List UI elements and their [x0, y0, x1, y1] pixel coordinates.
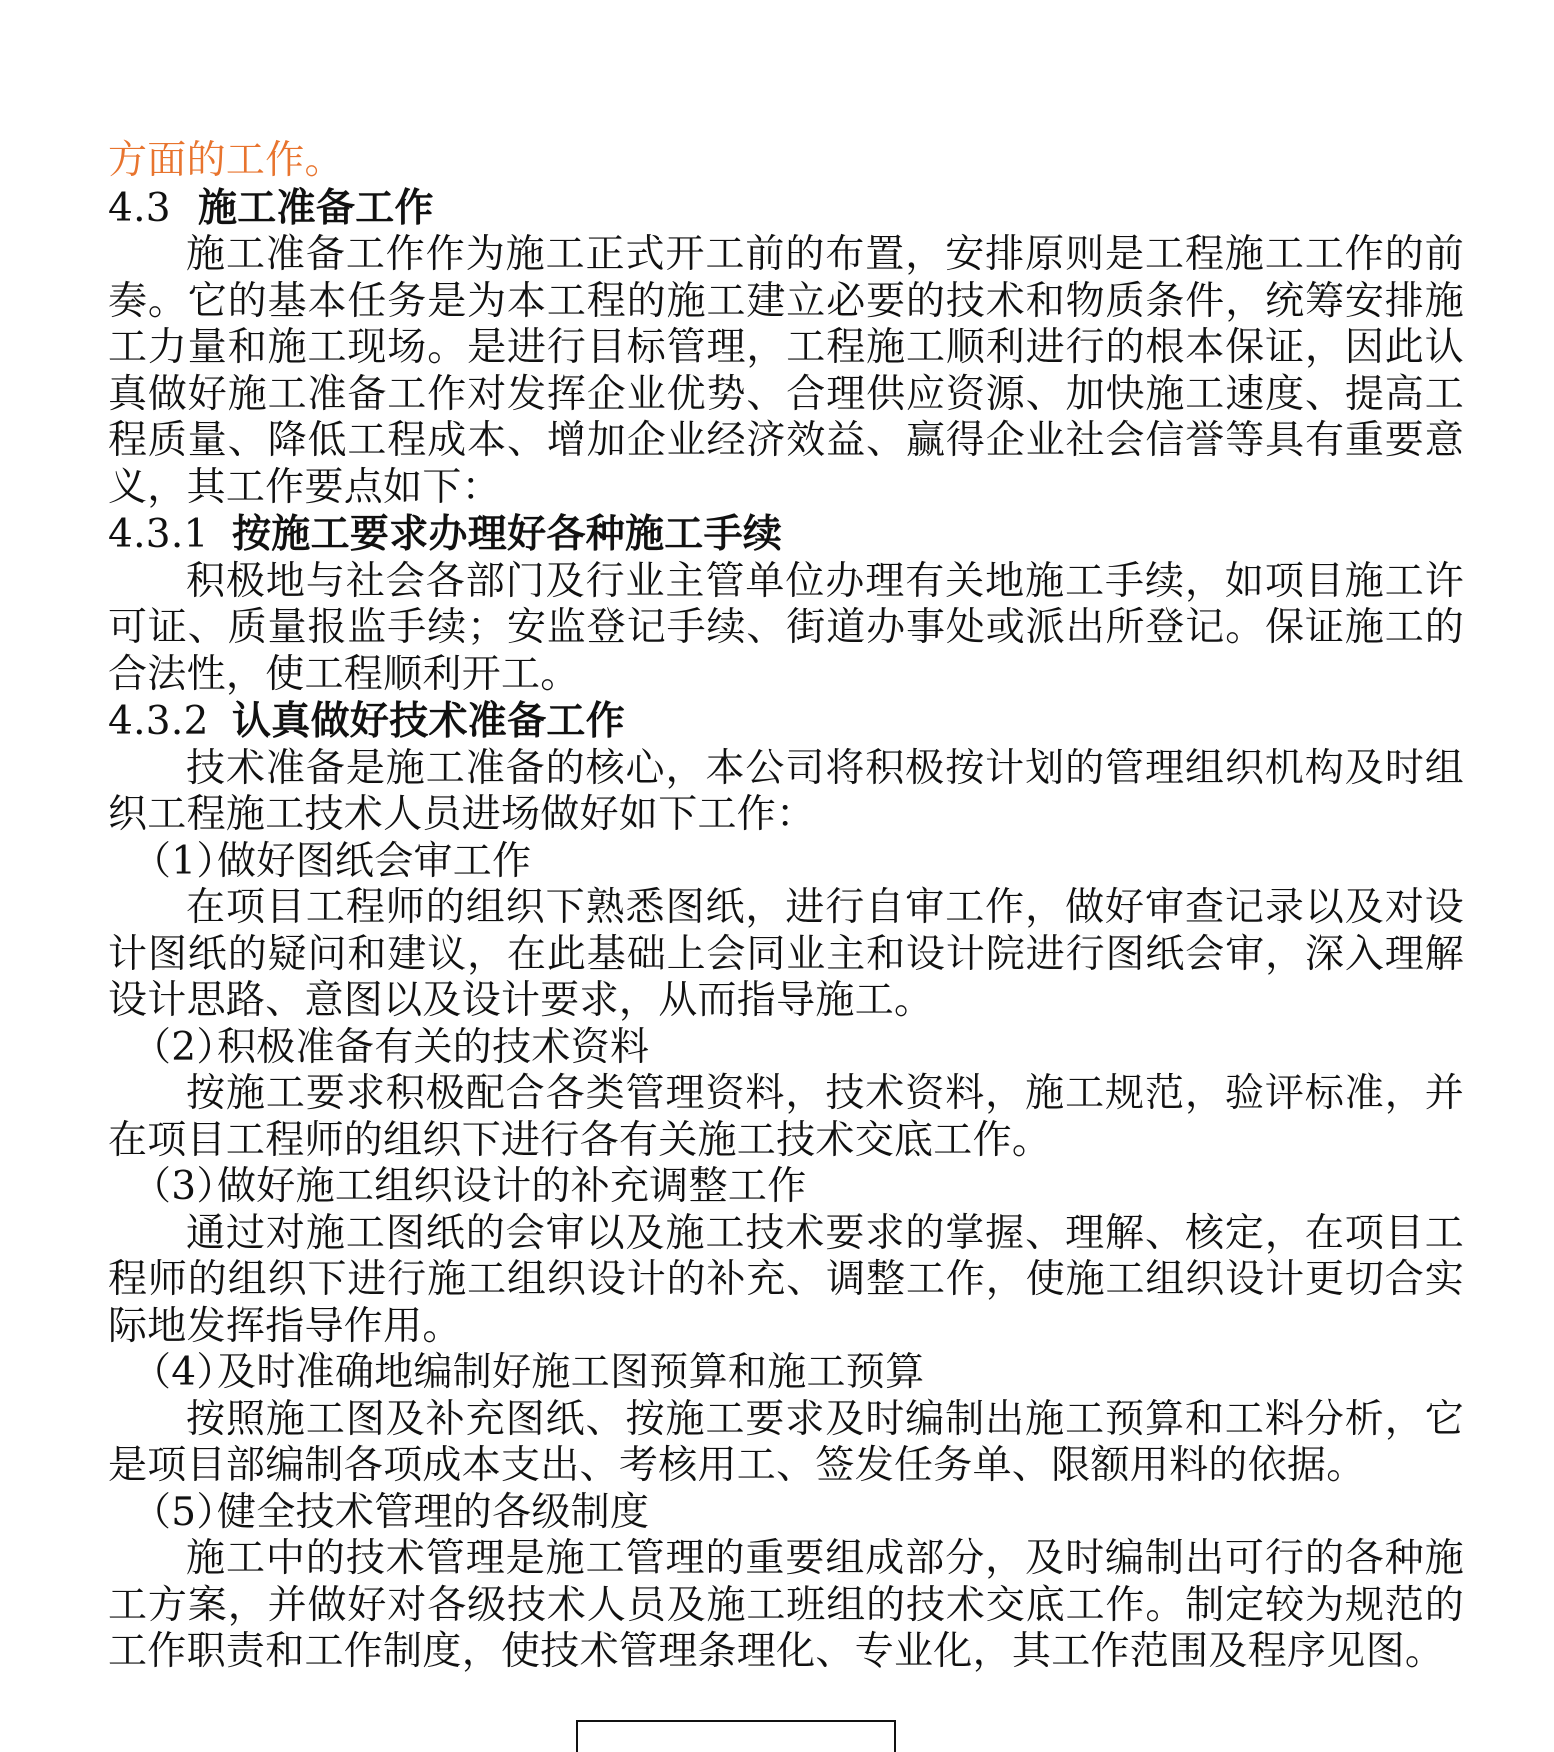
item-paragraph: 按照施工图及补充图纸、按施工要求及时编制出施工预算和工料分析，它是项目部编制各项成本支出、考核用工、签发任务单、限额用料的依据。 [108, 1396, 1464, 1488]
item-title: 做好图纸会审工作 [217, 838, 532, 884]
item-number: （2） [132, 1024, 236, 1070]
subsection-number: 4.3.2 [108, 699, 209, 744]
subsection-title: 认真做好技术准备工作 [232, 698, 626, 744]
item-paragraph: 施工中的技术管理是施工管理的重要组成部分，及时编制出可行的各种施工方案，并做好对各级技术人员及施工班组的技术交底工作。制定较为规范的工作职责和工作制度，使技术管理条理化、专业化，其工作范围及程序见图。 [108, 1536, 1464, 1674]
item-title: 及时准确地编制好施工图预算和施工预算 [217, 1350, 925, 1395]
subsection-heading [108, 511, 1464, 559]
item-title: 积极准备有关的技术资料 [217, 1024, 650, 1070]
diagram-box-top [576, 1720, 896, 1752]
document-page [108, 138, 1464, 1676]
subsection-title: 按施工要求办理好各种施工手续 [232, 511, 783, 557]
subsection-paragraph: 积极地与社会各部门及行业主管单位办理有关地施工手续，如项目施工许可证、质量报监手续；安监登记手续、街道办事处或派出所登记。保证施工的合法性，使工程顺利开工。 [108, 558, 1464, 697]
item-heading [108, 1490, 1464, 1537]
subsection-heading [108, 698, 1464, 746]
item-title: 做好施工组织设计的补充调整工作 [217, 1164, 807, 1209]
subsection-paragraph: 技术准备是施工准备的核心，本公司将积极按计划的管理组织机构及时组织工程施工技术人员进场做好如下工作： [108, 745, 1464, 837]
item-title: 健全技术管理的各级制度 [217, 1489, 650, 1535]
item-number: （5） [132, 1489, 236, 1535]
subsection-number: 4.3.1 [108, 512, 209, 557]
item-paragraph: 在项目工程师的组织下熟悉图纸，进行自审工作，做好审查记录以及对设计图纸的疑问和建议，在此基础上会同业主和设计院进行图纸会审，深入理解设计思路、意图以及设计要求，从而指导施工。 [108, 885, 1464, 1023]
item-heading [108, 1350, 1464, 1397]
item-number: （4） [132, 1350, 236, 1395]
item-paragraph: 通过对施工图纸的会审以及施工技术要求的掌握、理解、核定，在项目工程师的组织下进行施工组织设计的补充、调整工作，使施工组织设计更切合实际地发挥指导作用。 [108, 1210, 1464, 1349]
item-number: （1） [132, 838, 236, 884]
section-paragraph: 施工准备工作作为施工正式开工前的布置，安排原则是工程施工工作的前奏。它的基本任务是为本工程的施工建立必要的技术和物质条件，统筹安排施工力量和施工现场。是进行目标管理，工程施工顺利进行的根本保证，因此认真做好施工准备工作对发挥企业优势、合理供应资源、加快施工速度、提高工程质量、降低工程成本、增加企业经济效益、赢得企业社会信誉等具有重要意义，其工作要点如下： [108, 232, 1464, 510]
section-heading [108, 185, 1464, 233]
item-heading [108, 839, 1464, 886]
item-number: （3） [132, 1164, 236, 1209]
intro-tail-text: 方面的工作。 [108, 138, 344, 183]
item-heading [108, 1025, 1464, 1072]
section-number: 4.3 [108, 185, 171, 231]
item-heading [108, 1164, 1464, 1211]
section-title: 施工准备工作 [198, 184, 434, 231]
item-paragraph: 按施工要求积极配合各类管理资料，技术资料，施工规范，验评标准，并在项目工程师的组织下进行各有关施工技术交底工作。 [108, 1071, 1464, 1163]
